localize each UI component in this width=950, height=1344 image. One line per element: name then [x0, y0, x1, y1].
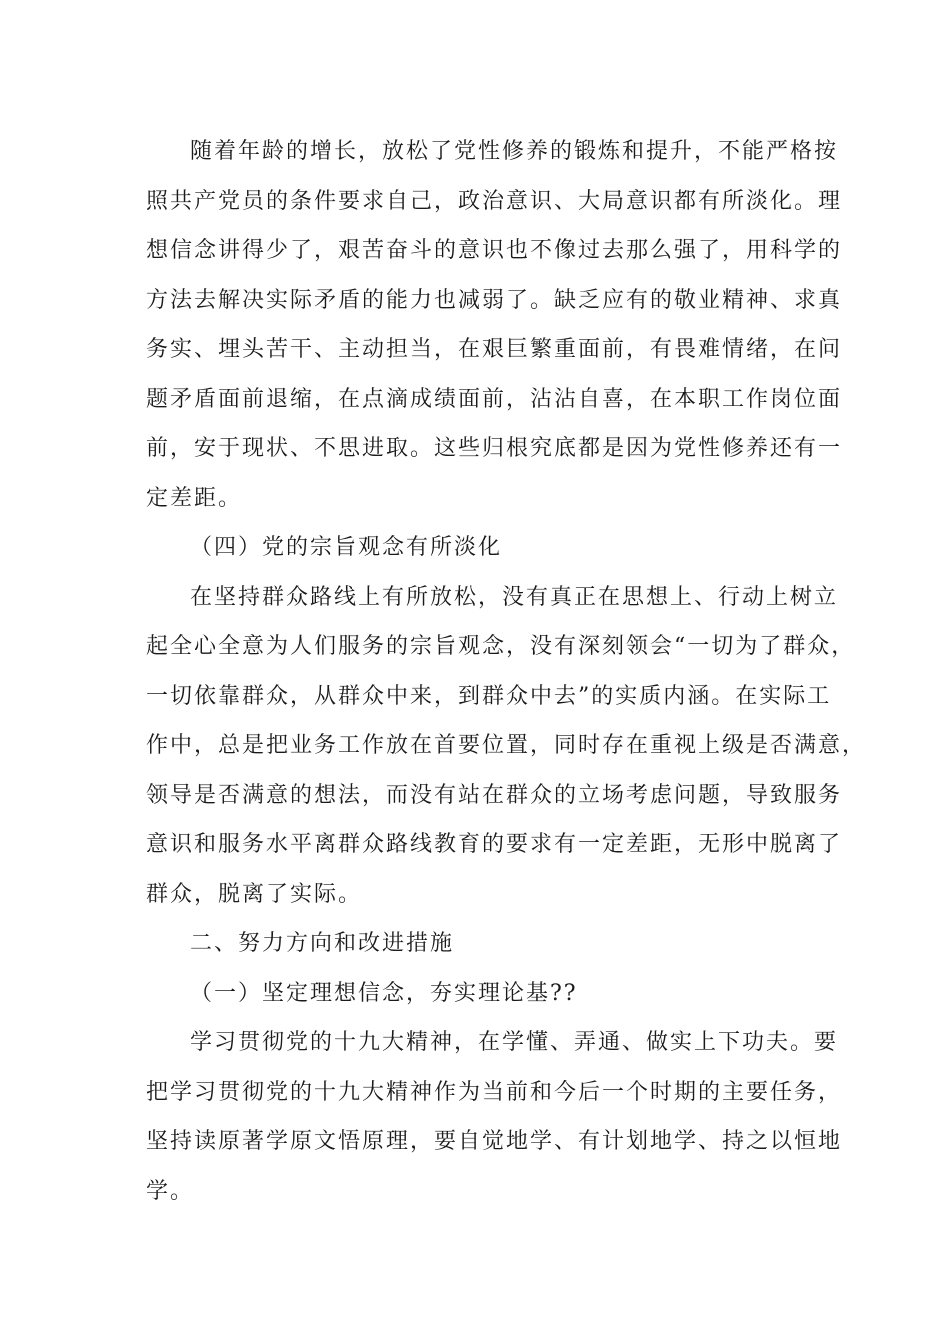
section-heading: （四）党的宗旨观念有所淡化 [190, 535, 503, 560]
paragraph-mass-line [146, 573, 867, 920]
section-heading: （一）坚定理想信念，夯实理论基?? [190, 980, 578, 1006]
text-line: 一切依靠群众，从群众中来，到群众中去”的实质内涵。在实际工 [146, 683, 832, 709]
text-line: 意识和服务水平离群众路线教育的要求有一定差距，无形中脱离了 [146, 832, 843, 857]
paragraph-study [146, 1018, 843, 1216]
text-line: 群众，脱离了实际。 [146, 881, 363, 907]
paragraph-party-spirit [146, 127, 843, 523]
text-line: 定差距。 [146, 485, 243, 511]
text-line: 把学习贯彻党的十九大精神作为当前和今后一个时期的主要任务， [146, 1079, 843, 1105]
text-line: 作中，总是把业务工作放在首要位置，同时存在重视上级是否满意， [146, 733, 867, 758]
text-line: 照共产党员的条件要求自己，政治意识、大局意识都有所淡化。理 [146, 188, 843, 214]
text-line: 学。 [146, 1178, 195, 1204]
text-line: 方法去解决实际矛盾的能力也减弱了。缺乏应有的敬业精神、求真 [146, 287, 843, 313]
text-line: 随着年龄的增长，放松了党性修养的锻炼和提升，不能严格按 [190, 139, 839, 164]
text-line: 起全心全意为人们服务的宗旨观念，没有深刻领会“一切为了群众， [146, 634, 856, 659]
text-line: 在坚持群众路线上有所放松，没有真正在思想上、行动上树立 [190, 584, 839, 610]
chapter-heading: 二、努力方向和改进措施 [190, 931, 455, 956]
text-line: 想信念讲得少了，艰苦奋斗的意识也不像过去那么强了，用科学的 [146, 238, 843, 263]
document-body [146, 127, 867, 1216]
text-line: 坚持读原著学原文悟原理，要自觉地学、有计划地学、持之以恒地 [146, 1129, 843, 1154]
text-line: 题矛盾面前退缩，在点滴成绩面前，沾沾自喜，在本职工作岗位面 [146, 386, 843, 412]
text-line: 学习贯彻党的十九大精神，在学懂、弄通、做实上下功夫。要 [190, 1030, 839, 1055]
text-line: 前，安于现状、不思进取。这些归根究底都是因为党性修养还有一 [146, 436, 843, 461]
text-line: 务实、埋头苦干、主动担当，在艰巨繁重面前，有畏难情绪，在问 [146, 337, 843, 362]
text-line: 领导是否满意的想法，而没有站在群众的立场考虑问题，导致服务 [146, 782, 843, 808]
